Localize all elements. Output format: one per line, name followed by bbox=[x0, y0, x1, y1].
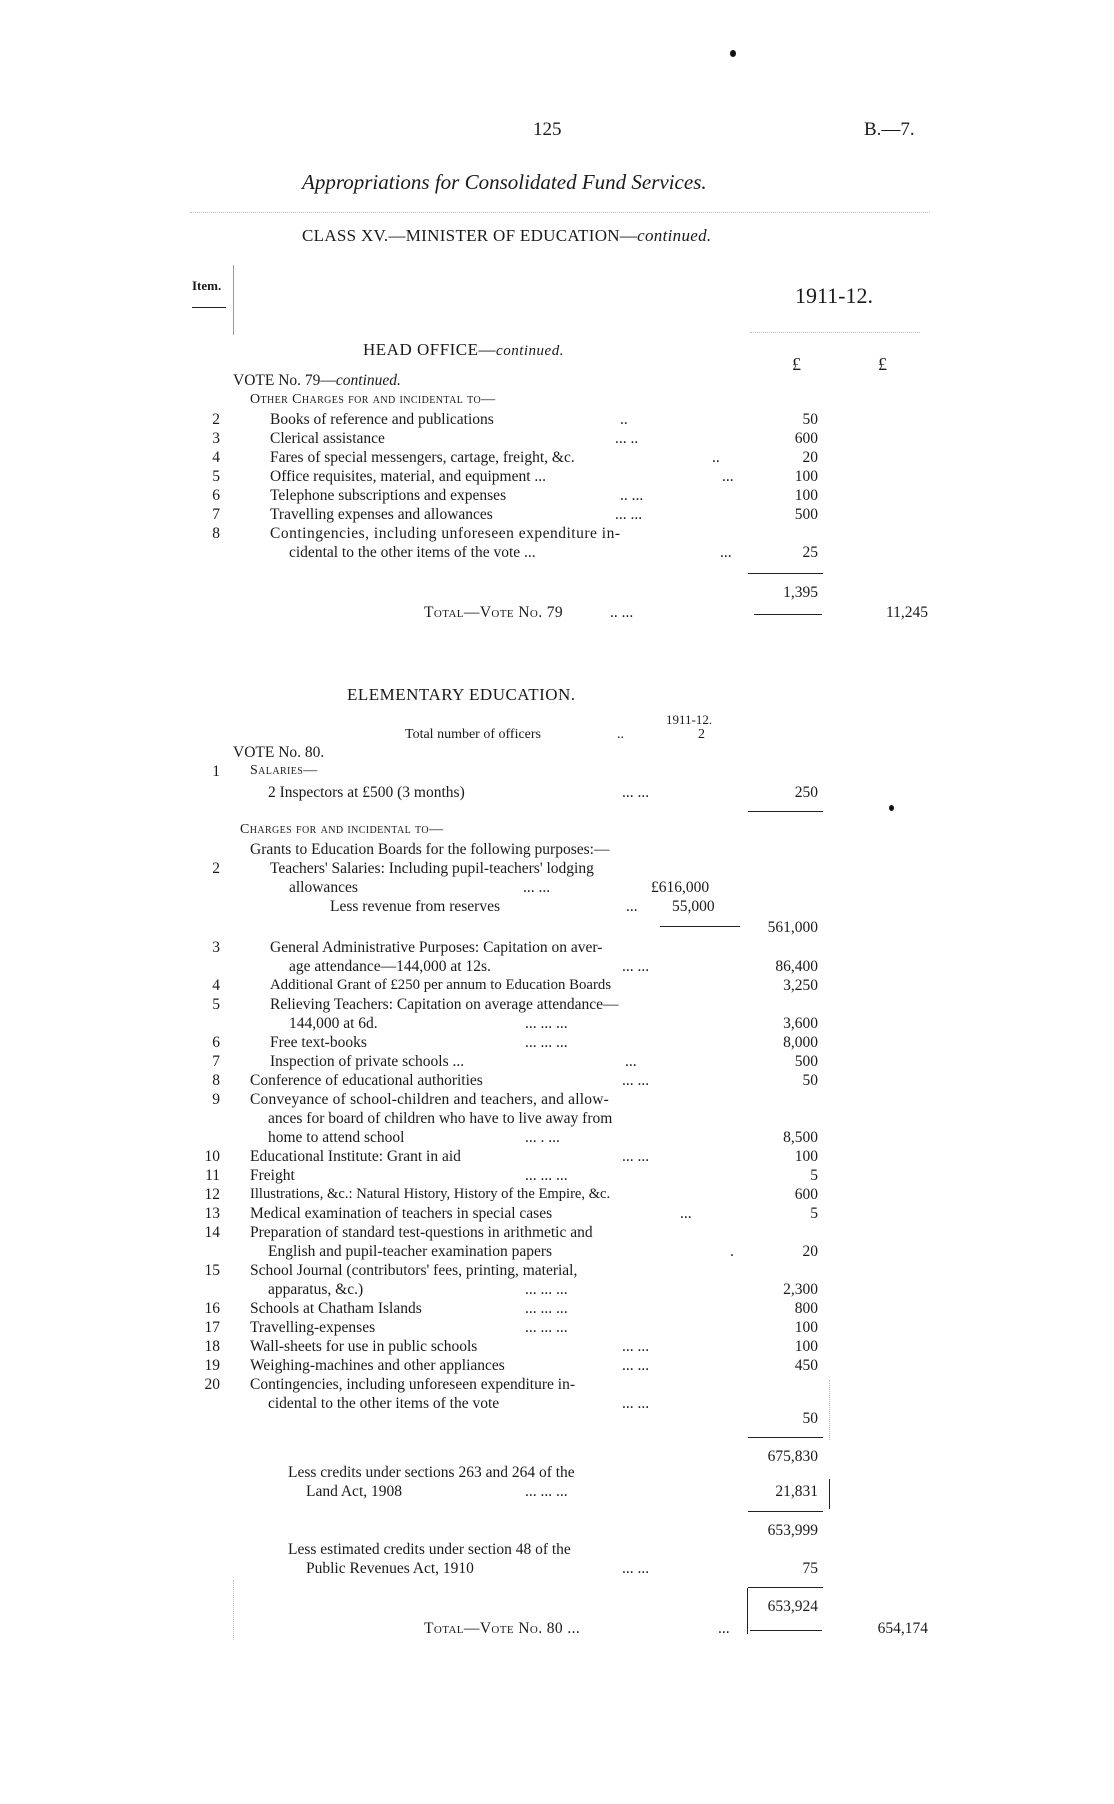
item-number: 13 bbox=[204, 1205, 220, 1222]
item-number: 3 bbox=[212, 939, 220, 956]
column-rule bbox=[829, 1380, 830, 1440]
item-description-cont: cidental to the other items of the vote bbox=[268, 1395, 500, 1412]
item-description: School Journal (contributors' fees, printing, material, bbox=[250, 1262, 578, 1279]
leader-dots: ... ... ... bbox=[525, 1483, 568, 1500]
leader-dots: ... ... bbox=[523, 879, 551, 896]
leader-dots: ... .. bbox=[615, 430, 639, 447]
item-amount: 50 bbox=[802, 1072, 818, 1089]
item-amount: 20 bbox=[802, 1243, 818, 1260]
leader-dots: ... ... ... bbox=[525, 1167, 568, 1184]
officers-year: 1911-12. bbox=[666, 712, 713, 727]
less-revenue-act-label: Less estimated credits under section 48 of the bbox=[288, 1541, 571, 1558]
item-number: 18 bbox=[204, 1338, 220, 1355]
item-amount: 3,250 bbox=[783, 977, 818, 994]
item-description: Travelling-expenses bbox=[250, 1319, 376, 1336]
item-description: Freight bbox=[250, 1167, 295, 1184]
vote-79-total: 11,245 bbox=[885, 604, 928, 621]
item-column-heading: Item. bbox=[192, 278, 222, 293]
inspectors-amount: 250 bbox=[794, 784, 818, 801]
leader-dots: ... bbox=[722, 468, 734, 485]
ink-speck bbox=[889, 805, 894, 811]
salaries-heading: Salaries— bbox=[250, 763, 318, 778]
leader-dots: ... ... ... bbox=[525, 1015, 568, 1032]
leader-dots: ... ... bbox=[622, 1338, 650, 1355]
column-rule bbox=[233, 1580, 234, 1640]
item-number: 12 bbox=[204, 1186, 220, 1203]
item-number: 4 bbox=[212, 977, 220, 994]
item-amount: 50 bbox=[802, 1410, 818, 1427]
item-number: 10 bbox=[204, 1148, 220, 1165]
sum-rule bbox=[748, 811, 823, 812]
less-land-act-amount: 21,831 bbox=[775, 1483, 818, 1500]
page-number: 125 bbox=[533, 119, 562, 140]
item-description: Telephone subscriptions and expenses bbox=[270, 487, 507, 504]
item-amount: 100 bbox=[794, 1319, 818, 1336]
item-number: 5 bbox=[212, 468, 220, 485]
year-heading: 1911-12. bbox=[795, 283, 874, 308]
vote-79-heading: VOTE No. 79—continued. bbox=[233, 372, 401, 389]
item-description: Conference of educational authorities bbox=[250, 1072, 483, 1089]
item-number: 6 bbox=[212, 487, 220, 504]
item-amount: 86,400 bbox=[775, 958, 818, 975]
leader-dots: ... ... bbox=[622, 1395, 650, 1412]
item-description: Preparation of standard test-questions in arithmetic and bbox=[250, 1224, 593, 1241]
leader-dots: ... bbox=[720, 544, 732, 561]
officers-count: 2 bbox=[698, 727, 705, 742]
item-description-cont: 144,000 at 6d. bbox=[289, 1015, 378, 1032]
vote-79-subtotal: 1,395 bbox=[783, 584, 818, 601]
leader-dots: .. bbox=[620, 411, 628, 428]
item-number: 16 bbox=[204, 1300, 220, 1317]
rule bbox=[190, 212, 930, 213]
item-description: Fares of special messengers, cartage, freight, &c. bbox=[270, 449, 575, 466]
item-number: 2 bbox=[212, 860, 220, 877]
item-amount: 50 bbox=[802, 411, 818, 428]
teachers-net: 561,000 bbox=[767, 919, 818, 936]
less-revenue-act-amount: 75 bbox=[802, 1560, 818, 1577]
leader-dots: ... ... ... bbox=[525, 1281, 568, 1298]
item-description: Schools at Chatham Islands bbox=[250, 1300, 422, 1317]
vote-80-total: 654,174 bbox=[877, 1620, 928, 1637]
inspectors-line: 2 Inspectors at £500 (3 months) bbox=[268, 784, 465, 801]
item-number: 20 bbox=[204, 1376, 220, 1393]
item-number: 9 bbox=[212, 1091, 220, 1108]
leader-dots: .. ... bbox=[610, 604, 634, 621]
vote-80-subtotal-2: 653,999 bbox=[767, 1522, 818, 1539]
less-reserves-label: Less revenue from reserves bbox=[330, 898, 500, 915]
item-amount: 600 bbox=[794, 1186, 818, 1203]
item-description: Weighing-machines and other appliances bbox=[250, 1357, 505, 1374]
item-amount: 25 bbox=[802, 544, 818, 561]
item-description: Office requisites, material, and equipment ... bbox=[270, 468, 547, 485]
item-description-cont: age attendance—144,000 at 12s. bbox=[289, 958, 491, 975]
item-description-cont: English and pupil-teacher examination papers bbox=[268, 1243, 553, 1260]
item-amount: 500 bbox=[794, 506, 818, 523]
item-amount: 100 bbox=[794, 1148, 818, 1165]
sum-rule bbox=[748, 573, 823, 574]
leader-dots: . bbox=[730, 1243, 734, 1260]
leader-dots: ... ... bbox=[622, 1357, 650, 1374]
less-revenue-act-label-cont: Public Revenues Act, 1910 bbox=[306, 1560, 474, 1577]
item-description: Conveyance of school-children and teachers, and allow- bbox=[250, 1091, 609, 1108]
officers-label: Total number of officers bbox=[405, 727, 541, 742]
item-amount: 3,600 bbox=[783, 1015, 818, 1032]
sum-rule bbox=[748, 1587, 823, 1588]
item-description: Relieving Teachers: Capitation on average attendance— bbox=[270, 996, 619, 1013]
item-description: Wall-sheets for use in public schools bbox=[250, 1338, 478, 1355]
item-number: 19 bbox=[204, 1357, 220, 1374]
leader-dots: ... ... bbox=[622, 1072, 650, 1089]
item-amount: 8,500 bbox=[783, 1129, 818, 1146]
item-number: 4 bbox=[212, 449, 220, 466]
leader-dots: ... ... bbox=[615, 506, 643, 523]
item-amount: 20 bbox=[802, 449, 818, 466]
sum-rule bbox=[748, 1511, 823, 1512]
class-heading: CLASS XV.—MINISTER OF EDUCATION—continued. bbox=[302, 226, 712, 245]
vote-79-total-label: Total—Vote No. 79 bbox=[424, 604, 564, 621]
elementary-education-heading: ELEMENTARY EDUCATION. bbox=[347, 685, 576, 704]
leader-dots: ... ... bbox=[622, 1148, 650, 1165]
leader-dots: ... ... bbox=[622, 784, 650, 801]
item-number: 8 bbox=[212, 1072, 220, 1089]
item-description: Clerical assistance bbox=[270, 430, 385, 447]
leader-dots: ... . ... bbox=[525, 1129, 560, 1146]
item-description: Travelling expenses and allowances bbox=[270, 506, 493, 523]
item-number: 5 bbox=[212, 996, 220, 1013]
item-description-cont: apparatus, &c.) bbox=[268, 1281, 364, 1298]
item-number: 15 bbox=[204, 1262, 220, 1279]
item-description: Additional Grant of £250 per annum to Education Boards bbox=[270, 977, 612, 993]
item-number: 14 bbox=[204, 1224, 220, 1241]
less-land-act-label-cont: Land Act, 1908 bbox=[306, 1483, 402, 1500]
vote-80-subtotal: 675,830 bbox=[767, 1448, 818, 1465]
leader-dots: ... bbox=[718, 1620, 730, 1637]
item-amount: 100 bbox=[794, 1338, 818, 1355]
page-title: Appropriations for Consolidated Fund Services. bbox=[302, 170, 707, 194]
rule bbox=[750, 332, 920, 333]
item-amount: 450 bbox=[794, 1357, 818, 1374]
document-reference: B.—7. bbox=[864, 119, 915, 140]
column-rule bbox=[829, 1479, 830, 1509]
teachers-salaries: Teachers' Salaries: Including pupil-teachers' lodging bbox=[270, 860, 594, 877]
less-land-act-label: Less credits under sections 263 and 264 of the bbox=[288, 1464, 575, 1481]
currency-col-1: £ bbox=[792, 354, 801, 374]
item-description: Illustrations, &c.: Natural History, History of the Empire, &c. bbox=[250, 1186, 611, 1202]
leader-dots: ... ... ... bbox=[525, 1034, 568, 1051]
sum-rule bbox=[750, 1630, 822, 1631]
leader-dots: .. bbox=[617, 727, 624, 742]
item-number: 3 bbox=[212, 430, 220, 447]
item-amount: 500 bbox=[794, 1053, 818, 1070]
item-description: Free text-books bbox=[270, 1034, 367, 1051]
leader-dots: .. bbox=[712, 449, 720, 466]
item-number: 7 bbox=[212, 1053, 220, 1070]
item-number: 11 bbox=[205, 1167, 220, 1184]
sum-rule bbox=[754, 614, 822, 615]
item-description: Educational Institute: Grant in aid bbox=[250, 1148, 461, 1165]
vote-80-net: 653,924 bbox=[767, 1598, 818, 1615]
item-description: Contingencies, including unforeseen expenditure in- bbox=[270, 525, 621, 542]
leader-dots: ... ... bbox=[622, 958, 650, 975]
item-description-cont: home to attend school bbox=[268, 1129, 405, 1146]
less-reserves-amount: 55,000 bbox=[672, 898, 715, 915]
item-description-cont: cidental to the other items of the vote ... bbox=[289, 544, 536, 561]
charges-heading: Charges for and incidental to— bbox=[240, 822, 444, 837]
vote-80-heading: VOTE No. 80. bbox=[233, 744, 325, 761]
item-number: 2 bbox=[212, 411, 220, 428]
head-office-heading: HEAD OFFICE—continued. bbox=[363, 340, 564, 359]
item-description-cont: ances for board of children who have to live away from bbox=[268, 1110, 613, 1127]
sum-rule bbox=[748, 1437, 823, 1438]
item-number: 7 bbox=[212, 506, 220, 523]
leader-dots: ... ... bbox=[622, 1560, 650, 1577]
item-amount: 8,000 bbox=[783, 1034, 818, 1051]
item-description: Contingencies, including unforeseen expenditure in- bbox=[250, 1376, 575, 1393]
item-description: Inspection of private schools ... bbox=[270, 1053, 465, 1070]
item-number: 6 bbox=[212, 1034, 220, 1051]
item-number: 8 bbox=[212, 525, 220, 542]
item-amount: 5 bbox=[810, 1167, 818, 1184]
rule bbox=[192, 307, 226, 308]
item-amount: 800 bbox=[794, 1300, 818, 1317]
leader-dots: ... ... ... bbox=[525, 1300, 568, 1317]
teachers-salaries-cont: allowances bbox=[289, 879, 358, 896]
item-description: Books of reference and publications bbox=[270, 411, 494, 428]
item-number: 1 bbox=[212, 763, 220, 780]
teachers-gross: £616,000 bbox=[651, 879, 710, 896]
item-amount: 5 bbox=[810, 1205, 818, 1222]
item-amount: 100 bbox=[794, 468, 818, 485]
currency-col-2: £ bbox=[878, 354, 887, 374]
leader-dots: .. ... bbox=[620, 487, 644, 504]
leader-dots: ... bbox=[626, 898, 638, 915]
grants-line: Grants to Education Boards for the following purposes:— bbox=[250, 841, 610, 858]
column-rule bbox=[233, 265, 234, 335]
item-amount: 600 bbox=[794, 430, 818, 447]
leader-dots: ... bbox=[680, 1205, 692, 1222]
item-amount: 100 bbox=[794, 487, 818, 504]
item-amount: 2,300 bbox=[783, 1281, 818, 1298]
leader-dots: ... ... ... bbox=[525, 1319, 568, 1336]
vote-80-total-label: Total—Vote No. 80 ... bbox=[424, 1620, 581, 1637]
ink-speck bbox=[730, 50, 736, 57]
item-description: General Administrative Purposes: Capitation on aver- bbox=[270, 939, 603, 956]
item-number: 17 bbox=[204, 1319, 220, 1336]
other-charges-heading: Other Charges for and incidental to— bbox=[250, 392, 496, 407]
item-description: Medical examination of teachers in special cases bbox=[250, 1205, 553, 1222]
leader-dots: ... bbox=[625, 1053, 637, 1070]
